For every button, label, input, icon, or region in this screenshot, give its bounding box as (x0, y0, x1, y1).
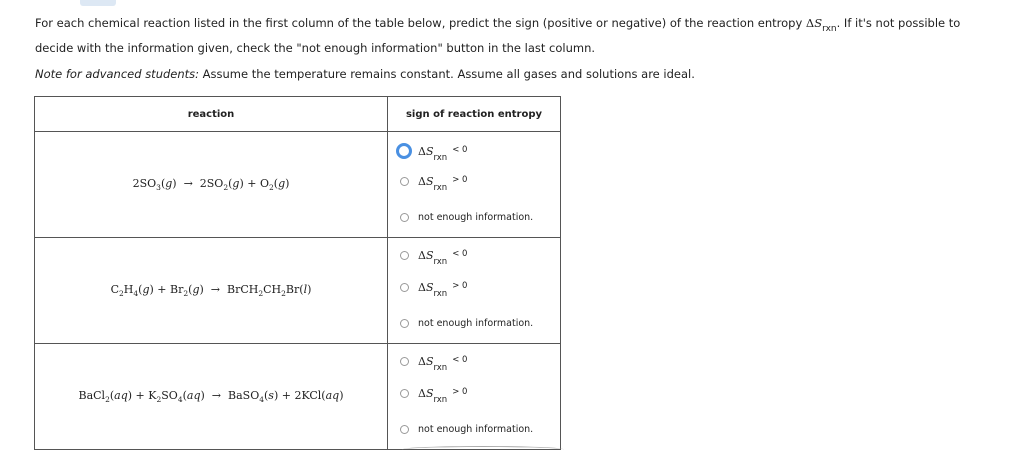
choice-not-enough-info[interactable] (400, 212, 533, 223)
sign-cell (388, 238, 561, 344)
rxn-subscript: rxn (822, 24, 837, 34)
radio-button[interactable] (400, 283, 409, 292)
cutoff-button-edge (402, 446, 564, 453)
instructions (35, 12, 1020, 86)
table-row (35, 238, 561, 344)
choice-label: ΔSrxn< 0 (418, 249, 468, 267)
choice-label: not enough information. (418, 424, 534, 435)
reaction-table (34, 96, 561, 450)
reaction-cell (35, 238, 388, 344)
entropy-symbol: S (814, 16, 823, 30)
reaction-cell (35, 132, 388, 238)
reaction-equation-2: $C_2H_4(g) + Br_2(g)$ → $BrCH_2CH_2Br(l)$ (110, 282, 312, 299)
radio-button[interactable] (400, 177, 409, 186)
delta-symbol: Δ (805, 16, 815, 30)
choice-label: ΔSrxn> 0 (418, 281, 468, 299)
choice-negative[interactable] (400, 249, 468, 267)
choice-label: ΔSrxn> 0 (418, 175, 468, 193)
radio-button[interactable] (400, 213, 409, 222)
choice-positive[interactable] (400, 175, 468, 193)
radio-button[interactable] (400, 251, 409, 260)
table-row (35, 132, 561, 238)
instruction-tail: . If it's not possible to (836, 16, 961, 30)
table-header-row (35, 97, 561, 132)
choice-negative[interactable] (400, 143, 468, 163)
instruction-text: For each chemical reaction listed in the first column of the table below, predict the sign (positive or negative) of the reaction entropy (35, 16, 803, 30)
radio-button[interactable] (400, 389, 409, 398)
note-text: Assume the temperature remains constant. Assume all gases and solutions are ideal. (199, 67, 695, 81)
choice-not-enough-info[interactable] (400, 318, 533, 329)
note-label: Note for advanced students: (35, 67, 200, 81)
choice-positive[interactable] (400, 387, 468, 405)
sign-column-header: sign of reaction entropy (388, 97, 561, 132)
choice-not-enough-info[interactable] (400, 424, 533, 435)
radio-button[interactable] (400, 319, 409, 328)
advanced-note (35, 63, 1020, 86)
reaction-equation-3: BaCl$_2$(aq) + $K_2SO_4(aq)$ → BaSO$_4$(s) + 2KCl(aq) (78, 388, 344, 405)
instruction-line-1 (35, 12, 1020, 37)
choice-label: ΔSrxn> 0 (418, 387, 468, 405)
sign-cell (388, 344, 561, 450)
radio-button[interactable] (396, 143, 412, 159)
choice-label: not enough information. (418, 318, 534, 329)
choice-negative[interactable] (400, 355, 468, 373)
reaction-equation-1: $2SO_3(g) \to 2SO_2(g) + O_2(g)$ (132, 176, 290, 193)
reaction-column-header: reaction (35, 97, 388, 132)
table-row (35, 344, 561, 450)
choice-label: ΔSrxn< 0 (418, 144, 468, 163)
reaction-cell (35, 344, 388, 450)
radio-button[interactable] (400, 357, 409, 366)
choice-positive[interactable] (400, 281, 468, 299)
choice-label: not enough information. (418, 212, 534, 223)
tab-stub (80, 0, 116, 6)
choice-label: ΔSrxn< 0 (418, 355, 468, 373)
sign-cell (388, 132, 561, 238)
instruction-line-2: decide with the information given, check the "not enough information" button in the last column. (35, 41, 596, 55)
radio-button[interactable] (400, 425, 409, 434)
